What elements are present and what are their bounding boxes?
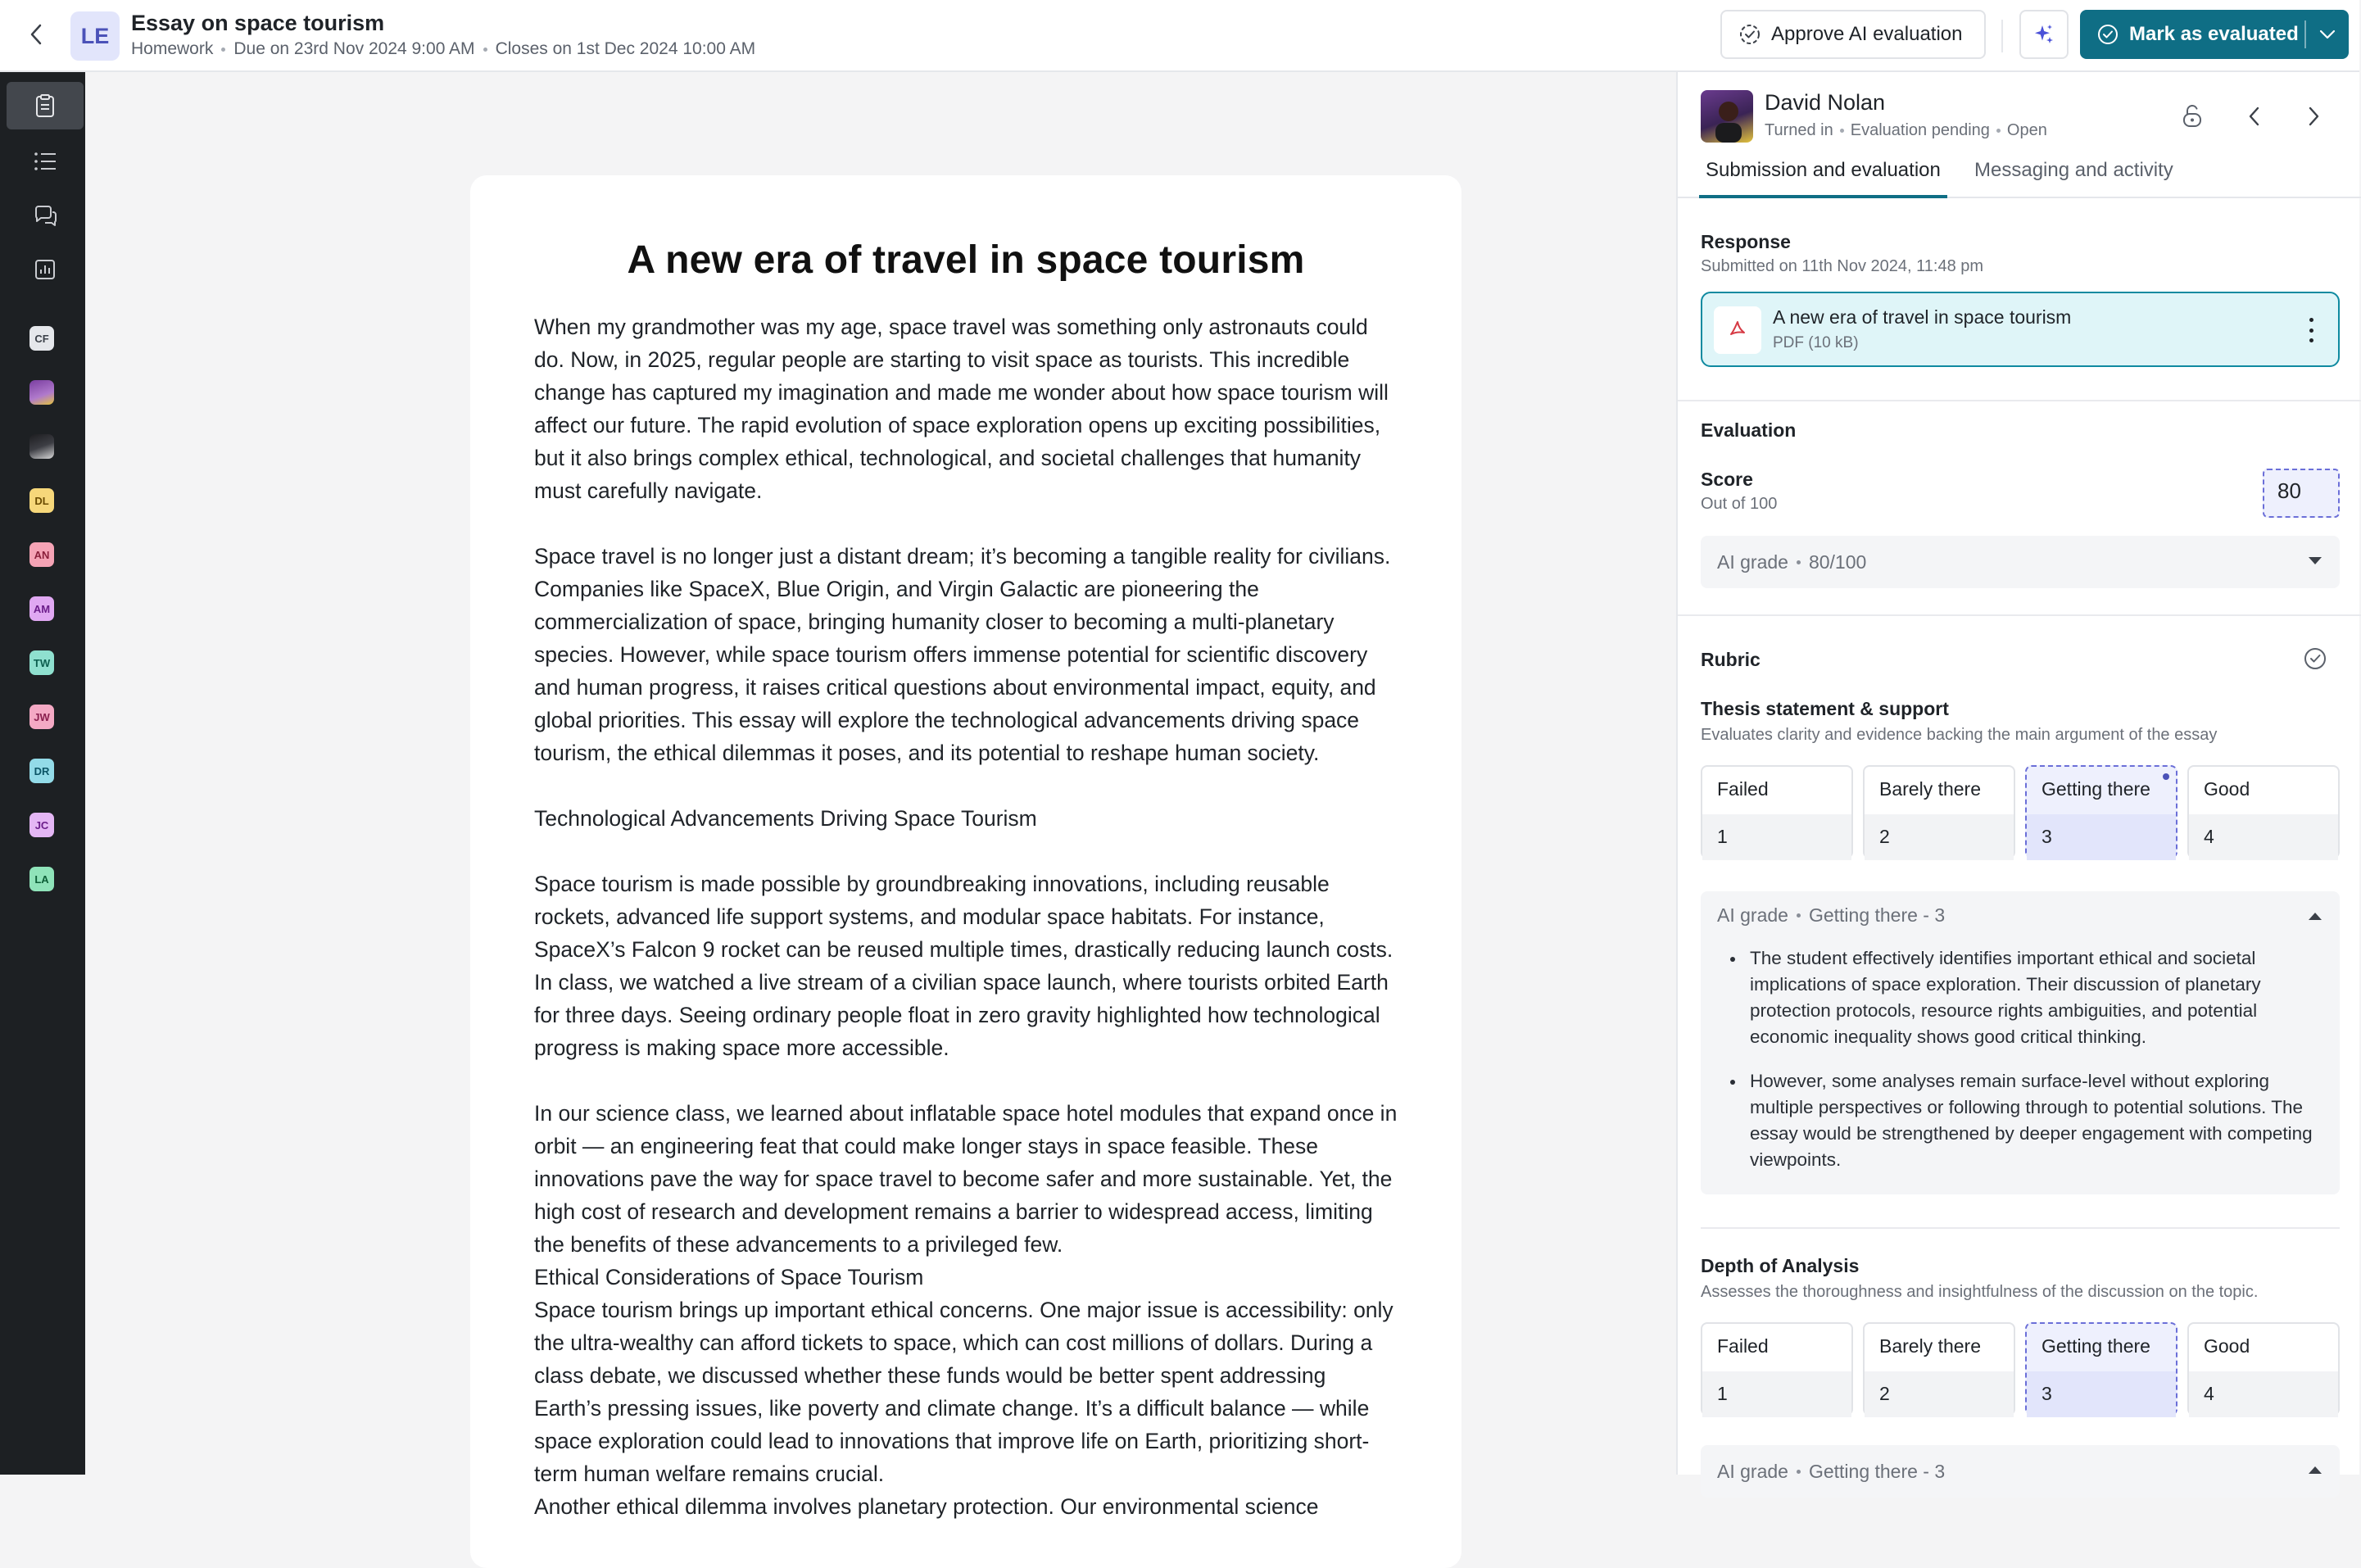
check-circle-icon (2096, 23, 2119, 46)
submission-file-card[interactable] (1701, 292, 2340, 367)
ai-grade-label: AI grade (1717, 904, 1788, 926)
student-status (1765, 121, 2047, 140)
document-paragraph: Space tourism is made possible by groundbreaking innovations, including reusable rockets, advanced life support systems, and modular space habitats. For instance, SpaceX’s Falcon 9 rocket can be reused multiple times, drastically reducing launch costs. In class, we watched a live stream of a civilian space launch, where tourists orbited Earth for three days. Seeing ordinary people float in zero gravity highlighted how technological progress is making space more accessible. (534, 872, 1393, 1060)
ai-grade-value: Getting there - 3 (1808, 1460, 1946, 1482)
ai-grade-score-dropdown[interactable] (1701, 536, 2340, 588)
student-avatar-photo[interactable] (29, 380, 54, 405)
criterion-divider (1701, 1227, 2340, 1229)
rubric-option-label: Barely there (1879, 1335, 1982, 1357)
mark-as-evaluated-label: Mark as evaluated (2129, 23, 2299, 45)
due-date: Due on 23rd Nov 2024 9:00 AM (233, 39, 475, 58)
chevron-down-icon (2309, 557, 2322, 564)
left-rail (0, 72, 85, 1475)
chat-bubbles-icon (33, 204, 57, 227)
evaluation-panel (1676, 72, 2359, 1482)
rubric-option-barely-there[interactable] (1863, 765, 2015, 859)
score-input[interactable]: 80 (2263, 469, 2340, 518)
rubric-option-label: Failed (1717, 778, 1769, 800)
criterion-description: Evaluates clarity and evidence backing the main argument of the essay (1701, 726, 2218, 744)
rubric-option-label: Barely there (1879, 778, 1982, 800)
chevron-right-icon (2305, 105, 2322, 128)
document-paragraph: In our science class, we learned about inflatable space hotel modules that expand once in orbit — an engineering feat that could make longer stays in space feasible. These innovations pave the way for space travel to become safer and more sustainable. Yet, the high cost of research and development remains a barrier to widespread access, limiting the benefits of these advancements to a privileged few. (534, 1101, 1398, 1257)
score-out-of: Out of 100 (1701, 495, 1778, 513)
ai-feedback-list (1727, 945, 2317, 1191)
ai-assist-button[interactable] (2019, 10, 2069, 59)
ai-grade-label: AI grade (1717, 551, 1788, 573)
approve-ai-evaluation-button[interactable] (1720, 10, 1986, 59)
toolbar-divider (2001, 20, 2003, 52)
document-viewer[interactable] (85, 72, 1676, 1519)
sparkle-icon (2032, 22, 2056, 47)
rubric-option-value: 4 (2189, 814, 2338, 860)
section-divider (1678, 400, 2361, 401)
student-avatar[interactable]: AN (29, 542, 54, 567)
criterion-name: Depth of Analysis (1701, 1255, 1860, 1276)
status-evaluation: Evaluation pending (1850, 121, 1990, 139)
rubric-option-label: Failed (1717, 1335, 1769, 1357)
rubric-option-getting-there[interactable] (2025, 765, 2177, 859)
assignment-meta (131, 39, 755, 59)
rubric-option-value: 2 (1865, 814, 2014, 860)
section-divider (1678, 614, 2361, 616)
student-avatar[interactable]: DL (29, 488, 54, 513)
rail-reports-button[interactable] (7, 246, 84, 293)
rubric-option-label: Good (2204, 1335, 2250, 1357)
previous-student-button[interactable] (2240, 102, 2269, 131)
status-open: Open (2006, 121, 2047, 139)
student-avatar[interactable]: LA (29, 867, 54, 891)
student-avatar[interactable]: DR (29, 759, 54, 783)
file-meta: PDF (10 kB) (1773, 334, 1859, 351)
document-paragraph: Space tourism brings up important ethical concerns. One major issue is accessibility: only the ultra-wealthy can afford tickets to space, which can cost millions of dollars. During a class debate, we discussed whether these funds would be better spent addressing Earth’s pressing issues, like poverty and climate change. It’s a difficult balance — while space exploration could lead to innovations that improve life on Earth, prioritizing short-term human welfare remains crucial. (534, 1298, 1393, 1486)
ai-grade-label: AI grade (1717, 1460, 1788, 1482)
rubric-option-value: 1 (1702, 814, 1851, 860)
rubric-complete-button[interactable] (2300, 644, 2330, 673)
rubric-option-label: Good (2204, 778, 2250, 800)
ai-suggestion-indicator (2163, 773, 2169, 780)
separator-dot (1797, 560, 1801, 564)
rubric-option-failed[interactable] (1701, 765, 1853, 859)
mark-options-dropdown[interactable] (2306, 10, 2349, 59)
chevron-left-icon (2246, 105, 2263, 128)
panel-tabs (1678, 154, 2361, 198)
ai-feedback-point: The student effectively identifies important ethical and societal implications of space exploration. Their discussion of planetary protection protocols, resource rights ambiguities, and potential economic inequality shows good critical thinking. (1727, 945, 2317, 1050)
clipboard-icon (34, 93, 57, 118)
tab-submission-evaluation[interactable]: Submission and evaluation (1706, 159, 1941, 198)
rail-list-button[interactable] (7, 138, 84, 185)
rubric-option-getting-there[interactable] (2025, 1322, 2177, 1416)
mark-as-evaluated-button[interactable] (2080, 10, 2349, 59)
criterion-description: Assesses the thoroughness and insightfulness of the discussion on the topic. (1701, 1283, 2259, 1301)
rubric-option-value: 3 (2027, 1371, 2176, 1417)
document-paragraph: Space travel is no longer just a distant dream; it’s becoming a tangible reality for civilians. Companies like SpaceX, Blue Origin, and Virgin Galactic are pioneering the commercialization of space, bringing humanity closer to becoming a multi-planetary species. However, while space tourism offers immense potential for scientific discovery and human progress, it raises critical questions about environmental impact, equity, and global priorities. This essay will explore the technological advancements driving space tourism, the ethical dilemmas it poses, and its potential to reshape human society. (534, 544, 1391, 765)
separator-dot (1797, 913, 1801, 918)
assignment-avatar: LE (70, 11, 120, 61)
rubric-option-value: 1 (1702, 1371, 1851, 1417)
file-name: A new era of travel in space tourism (1773, 306, 2072, 328)
evaluation-title: Evaluation (1701, 419, 1797, 441)
mark-as-evaluated-main[interactable] (2080, 10, 2304, 59)
rubric-option-value: 2 (1865, 1371, 2014, 1417)
document-page (470, 175, 1461, 1568)
separator-dot (1996, 129, 2001, 133)
unlock-icon (2180, 103, 2205, 129)
page-title: Essay on space tourism (131, 11, 385, 35)
check-circle-icon (2303, 646, 2327, 671)
document-heading: Technological Advancements Driving Space Tourism (534, 806, 1037, 831)
chevron-up-icon (2309, 1466, 2322, 1474)
response-title: Response (1701, 231, 1791, 252)
ai-grade-value: 80/100 (1808, 551, 1867, 573)
rubric-option-value: 3 (2027, 814, 2176, 860)
ai-grade-criterion-dropdown[interactable] (1701, 1445, 2340, 1498)
ai-grade-header[interactable] (1717, 904, 1945, 927)
rubric-option-good[interactable] (2187, 765, 2340, 859)
document-paragraph: When my grandmother was my age, space travel was something only astronauts could do. Now, in 2025, regular people are starting to visit space as tourists. This incredible change has captured my imagination and made me wonder about how space tourism will affect our future. The rapid evolution of space exploration opens up exciting possibilities, but it also brings complex ethical, technological, and societal challenges that humanity must carefully navigate. (534, 315, 1389, 503)
rubric-option-label: Getting there (2042, 1335, 2150, 1357)
criterion-name: Thesis statement & support (1701, 698, 1949, 719)
bar-chart-icon (34, 258, 57, 281)
rubric-option-good[interactable] (2187, 1322, 2340, 1416)
separator-dot (221, 48, 225, 52)
rubric-title: Rubric (1701, 649, 1761, 670)
ai-feedback-point: However, some analyses remain surface-level without exploring multiple perspectives or following through to potential solutions. The essay would be strengthened by deeper engagement with competing viewpoints. (1727, 1068, 2317, 1173)
student-name: David Nolan (1765, 90, 1886, 115)
student-avatar[interactable]: CF (29, 326, 54, 351)
score-label: Score (1701, 469, 1753, 490)
separator-dot (483, 48, 487, 52)
rubric-option-value: 4 (2189, 1371, 2338, 1417)
document-heading: Ethical Considerations of Space Tourism (534, 1265, 924, 1289)
response-submitted: Submitted on 11th Nov 2024, 11:48 pm (1701, 257, 1984, 275)
document-title: A new era of travel in space tourism (627, 238, 1305, 282)
approve-ai-evaluation-label: Approve AI evaluation (1771, 23, 1963, 45)
close-date: Closes on 1st Dec 2024 10:00 AM (495, 39, 756, 58)
list-icon (33, 151, 57, 172)
student-avatar-large (1701, 90, 1753, 143)
student-avatar[interactable]: JW (29, 705, 54, 729)
tab-messaging-activity[interactable]: Messaging and activity (1974, 159, 2173, 181)
document-paragraph: Another ethical dilemma involves planetary protection. Our environmental science (534, 1494, 1319, 1519)
assignment-type: Homework (131, 39, 214, 58)
check-circle-dashed-icon (1738, 23, 1761, 46)
rail-assignment-button[interactable] (7, 82, 84, 129)
ai-grade-feedback (1701, 891, 2340, 1194)
next-student-button[interactable] (2299, 102, 2328, 131)
chevron-up-icon[interactable] (2309, 913, 2322, 920)
student-avatar-photo[interactable] (29, 434, 54, 459)
pdf-icon (1714, 306, 1761, 354)
rubric-option-barely-there[interactable] (1863, 1322, 2015, 1416)
back-chevron-icon[interactable] (21, 20, 51, 49)
rubric-option-failed[interactable] (1701, 1322, 1853, 1416)
student-avatar[interactable]: JC (29, 813, 54, 837)
top-bar (0, 0, 2359, 72)
rubric-option-label: Getting there (2042, 778, 2150, 800)
lock-toggle-button[interactable] (2177, 102, 2207, 131)
rail-messages-button[interactable] (7, 192, 84, 239)
more-options-icon[interactable] (2307, 318, 2315, 342)
student-avatar[interactable]: TW (29, 650, 54, 675)
separator-dot (1797, 1470, 1801, 1474)
status-turned-in: Turned in (1765, 121, 1833, 139)
student-avatar[interactable]: AM (29, 596, 54, 621)
chevron-down-icon (2318, 29, 2336, 40)
ai-grade-value: Getting there - 3 (1808, 904, 1946, 926)
separator-dot (1840, 129, 1844, 133)
